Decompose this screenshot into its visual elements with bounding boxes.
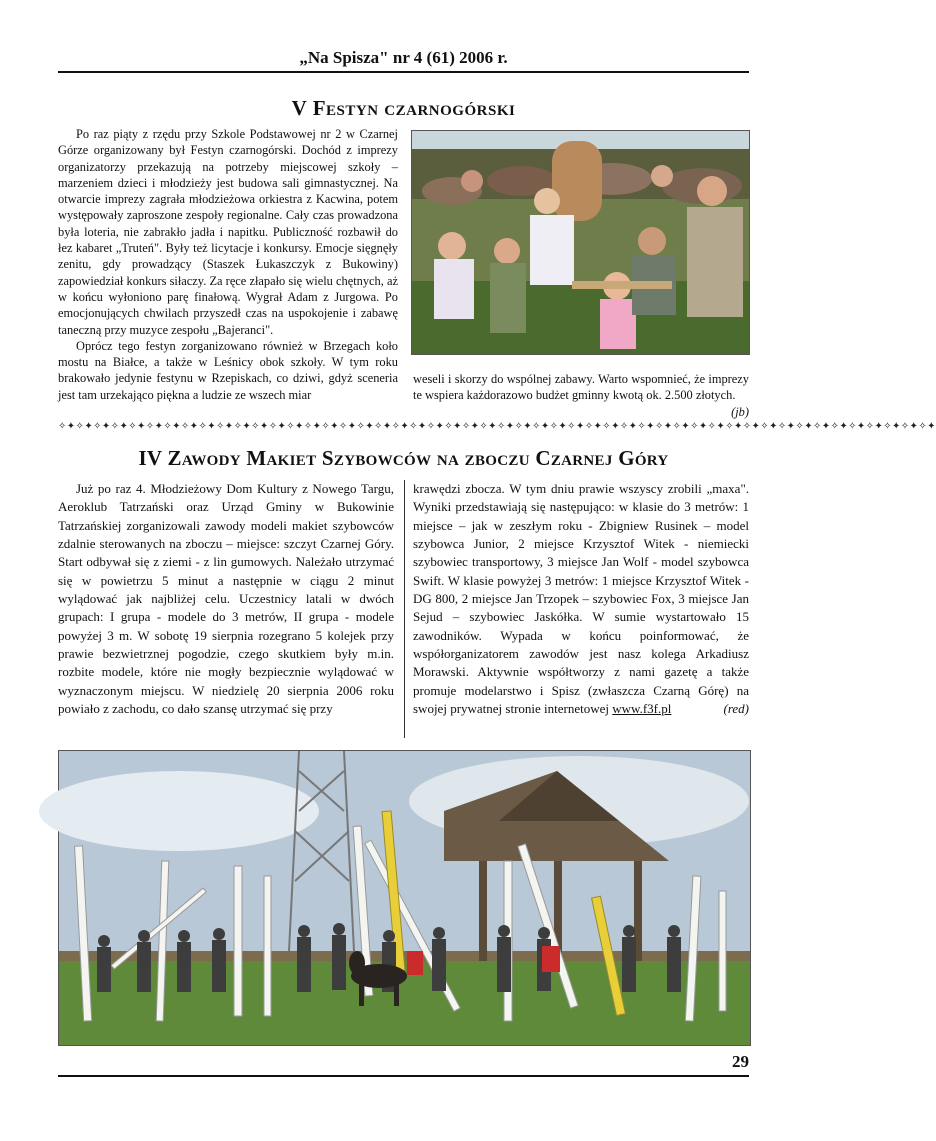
column-divider — [404, 480, 405, 738]
ornament-divider: ✧✦✧✦✧✦✧✦✧✦✧✦✧✦✧✦✧✦✧✦✧✦✧✦✧✦✧✦✧✦✧✦✧✦✧✦✧✦✧✦✧✦✧✦✧✦✧✦✧✦✧✦✧✦✧✦✧✦✧✦✧✦✧✦✧✦✧✦✧✦✧✦✧✦✧✦✧✦✧✦✧✦✧✦✧✦✧✦✧✦✧✦✧✦✧✦✧✦✧✦ — [58, 421, 936, 432]
article-title-zawody: IV Zawody Makiet Szybowców na zboczu Czarnej Góry — [138, 446, 669, 470]
zawody-column-left — [58, 480, 394, 718]
header-rule — [58, 71, 749, 73]
festyn-signature: (jb) — [731, 404, 749, 419]
festyn-crowd-photo — [411, 130, 750, 355]
festyn-text-continued — [413, 371, 749, 420]
footer-rule — [58, 1075, 749, 1077]
festyn-text-column — [58, 126, 398, 403]
website-link[interactable]: www.f3f.pl — [612, 701, 672, 717]
festyn-paragraph-1: Po raz piąty z rzędu przy Szkole Podstawowej nr 2 w Czarnej Górze organizowany był Festyn czarnogórski. Dochód z imprezy organizatorzy przekazują na potrzeby miejscowej szkoły – marzeniem dzieci i młodzieży jest budowa sali gimnastycznej. Na otwarcie imprezy zagrała młodzieżowa orkiestra z Kacwina, potem występowały zaproszone zespoły regionalne. Cały czas prowadzona była loteria, nie zabrakło jadła i napitku. Publiczność rozbawił do łez kabaret „Truteń". Były też licytacje i konkursy. Emocje sięgnęły zenitu, gdy prowadzący (Staszek Łukaszczyk z Bukowiny) zapowiedział konkurs siłaczy. Za ręce złapało się wielu chętnych, aż w końcu wyłoniono parę finałową. Wygrał Adam z Jurgowa. Po emocjonujących chwilach przyszedł czas na uspokojenie i zabawę taneczną przy muzyce zespołu „Bajeranci". — [58, 127, 398, 337]
gliders-group-photo — [58, 750, 751, 1046]
zawody-text-left: Już po raz 4. Młodzieżowy Dom Kultury z Nowego Targu, Aeroklub Tatrzański oraz Urząd Gminy w Bukowinie Tatrzańskiej zorganizowali zawody modeli makiet szybowców zdalnie sterowanych na zboczu – miejsce: szczyt Czarnej Góry. Start odbywał się z ziemi - z lin gumowych. Należało utrzymać się w powietrzu 5 minut a następnie w ciągu 2 minut wylądować jak najbliżej celu. Uczestnicy latali w dwóch grupach: I grupa - modele do 3 metrów, II grupa - modele powyżej 3 m. W sobotę 19 sierpnia rozegrano 5 kolejek przy prawie bezwietrznej pogodzie, czego skutkiem były m.in. rozbite modele, które nie mogły bezpiecznie wylądować w wyznaczonym miejscu. W niedzielę 20 sierpnia 2006 roku powiało z zachodu, co dało szansę utrzymać się przy — [58, 481, 394, 717]
zawody-signature: (red) — [723, 701, 749, 717]
article-title-festyn: V Festyn czarnogórski — [291, 96, 516, 120]
page-header: „Na Spisza" nr 4 (61) 2006 r. — [299, 48, 508, 67]
zawody-text-right: krawędzi zbocza. W tym dniu prawie wszyscy zrobili „maxa". Wyniki przedstawiają się następująco: w klasie do 3 metrów: 1 miejsce – jak w zeszłym roku - Zbigniew Rusinek – model szybowca Junior, 2 miejsce Krzysztof Witek - niemiecki szybowiec transportowy, 3 miejsce Jan Wolf - model szybowca Swift. W klasie powyżej 3 metrów: 1 miejsce Krzysztof Witek - DG 800, 2 miejsce Jan Trzopek – szybowiec Fox, 3 miejsce Jan Sejud – szybowiec Jaskółka. W sumie wystartowało 15 zawodników. Wypada w końcu poinformować, że współorganizatorem zawodów jest nasz kolega Arkadiusz Morawski. Aktywnie współtworzy z nami gazetę a także promuje modelarstwo i Spisz (zwłaszcza Czarną Górę) na swojej prywatnej stronie internetowej — [413, 481, 749, 717]
festyn-paragraph-3: weseli i skorzy do wspólnej zabawy. Warto wspomnieć, że imprezy te wspiera każdorazowo budżet gminny kwotą ok. 2.500 złotych. — [413, 372, 749, 403]
page-number: 29 — [732, 1052, 749, 1071]
zawody-column-right — [413, 480, 749, 718]
festyn-paragraph-2: Oprócz tego festyn zorganizowano również w Brzegach koło mostu na Białce, a także w Leśnicy obok szkoły. W tym roku brakowało jedynie festynu w Rzepiskach, co dziwi, gdyż sceneria jest tam urzekająco piękna a ludzie ze wszech miar — [58, 338, 398, 402]
